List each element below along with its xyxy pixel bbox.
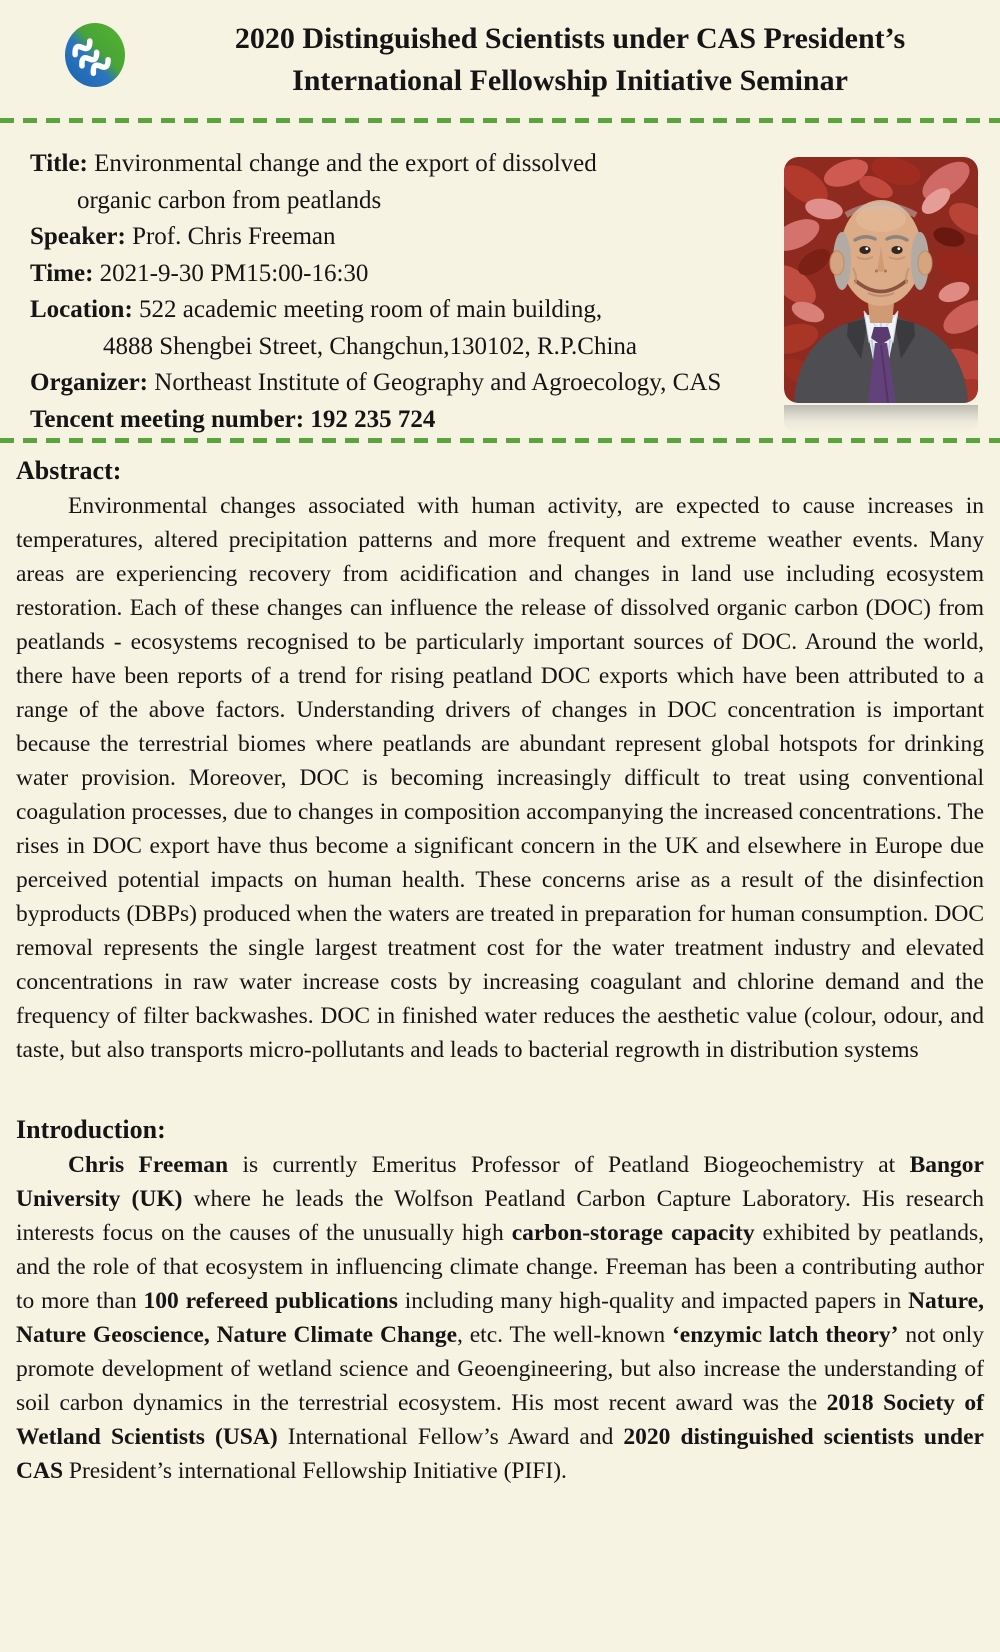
info-label: Time:: [30, 259, 94, 287]
introduction-paragraph: Chris Freeman is currently Emeritus Professor of Peatland Biogeochemistry at Bangor University (UK) where he leads the Wolfson Peatland Carbon Capture Laboratory. His research interests focus on the causes of the unusually high carbon-storage capacity exhibited by peatlands, and the role of that ecosystem in influencing climate change. Freeman has been a contributing author to more than 100 refereed publications including many high-quality and impacted papers in Nature, Nature Geoscience, Nature Climate Change, etc. The well-known ‘enzymic latch theory’ not only promote development of wetland science and Geoengineering, but also increase the understanding of soil carbon dynamics in the terrestrial ecosystem. His most recent award was the 2018 Society of Wetland Scientists (USA) International Fellow’s Award and 2020 distinguished scientists under CAS President’s international Fellowship Initiative (PIFI).: [16, 1152, 984, 1484]
info-label: Title:: [30, 150, 88, 177]
introduction-heading: Introduction:: [16, 1115, 166, 1144]
introduction-section: [0, 1115, 1000, 1488]
abstract-section: [0, 456, 1000, 1067]
info-label: Speaker:: [30, 223, 126, 250]
info-value: organic carbon from peatlands: [77, 186, 382, 214]
abstract-heading: Abstract:: [16, 456, 122, 485]
info-value: 522 academic meeting room of main building,: [132, 296, 603, 323]
abstract-paragraph: Environmental changes associated with human activity, are expected to cause increases in temperatures, altered precipitation patterns and more frequent and extreme weather events. Many areas are experiencing recovery from acidification and changes in land use including ecosystem restoration. Each of these changes can influence the release of dissolved organic carbon (DOC) from peatlands - ecosystems recognised to be particularly important sources of DOC. Around the world, there have been reports of a trend for rising peatland DOC exports which have been attributed to a range of the above factors. Understanding drivers of changes in DOC concentration is important because the terrestrial biomes where peatlands are abundant represent global hotspots for drinking water provision. Moreover, DOC is becoming increasingly difficult to treat using conventional coagulation processes, due to changes in composition accompanying the increased concentrations. The rises in DOC export have thus become a significant concern in the UK and elsewhere in Europe due perceived potential impacts on human health. These concerns arise as a result of the disinfection byproducts (DBPs) produced when the waters are treated in preparation for human consumption. DOC removal represents the single largest treatment cost for the water treatment industry and elevated concentrations in raw water increase costs by increasing coagulant and chlorine demand and the frequency of filter backwashes. DOC in finished water reduces the aesthetic value (colour, odour, and taste, but also transports micro-pollutants and leads to bacterial regrowth in distribution systems: [16, 493, 984, 1063]
info-value: 192 235 724: [304, 405, 436, 433]
institute-globe-logo-icon: [63, 22, 127, 89]
info-label: Tencent meeting number:: [30, 405, 305, 433]
info-value: 2021-9-30 PM15:00-16:30: [93, 259, 369, 287]
info-value: 4888 Shengbei Street, Changchun,130102, R.P.China: [103, 332, 637, 360]
banner-title-line2: International Fellowship Initiative Seminar: [292, 64, 848, 97]
speaker-photo: [784, 157, 978, 433]
header: [0, 0, 1000, 118]
info-value: Prof. Chris Freeman: [125, 223, 336, 250]
seminar-banner-title: [160, 18, 980, 102]
banner-title-line1: 2020 Distinguished Scientists under CAS President’s: [234, 22, 906, 55]
photo-reflection: [784, 405, 978, 433]
dashed-divider-bottom: [0, 438, 1000, 443]
info-value: Environmental change and the export of dissolved: [87, 150, 597, 177]
info-value: Northeast Institute of Geography and Agroecology, CAS: [148, 369, 722, 396]
info-label: Organizer:: [30, 369, 149, 396]
info-label: Location:: [30, 296, 133, 323]
